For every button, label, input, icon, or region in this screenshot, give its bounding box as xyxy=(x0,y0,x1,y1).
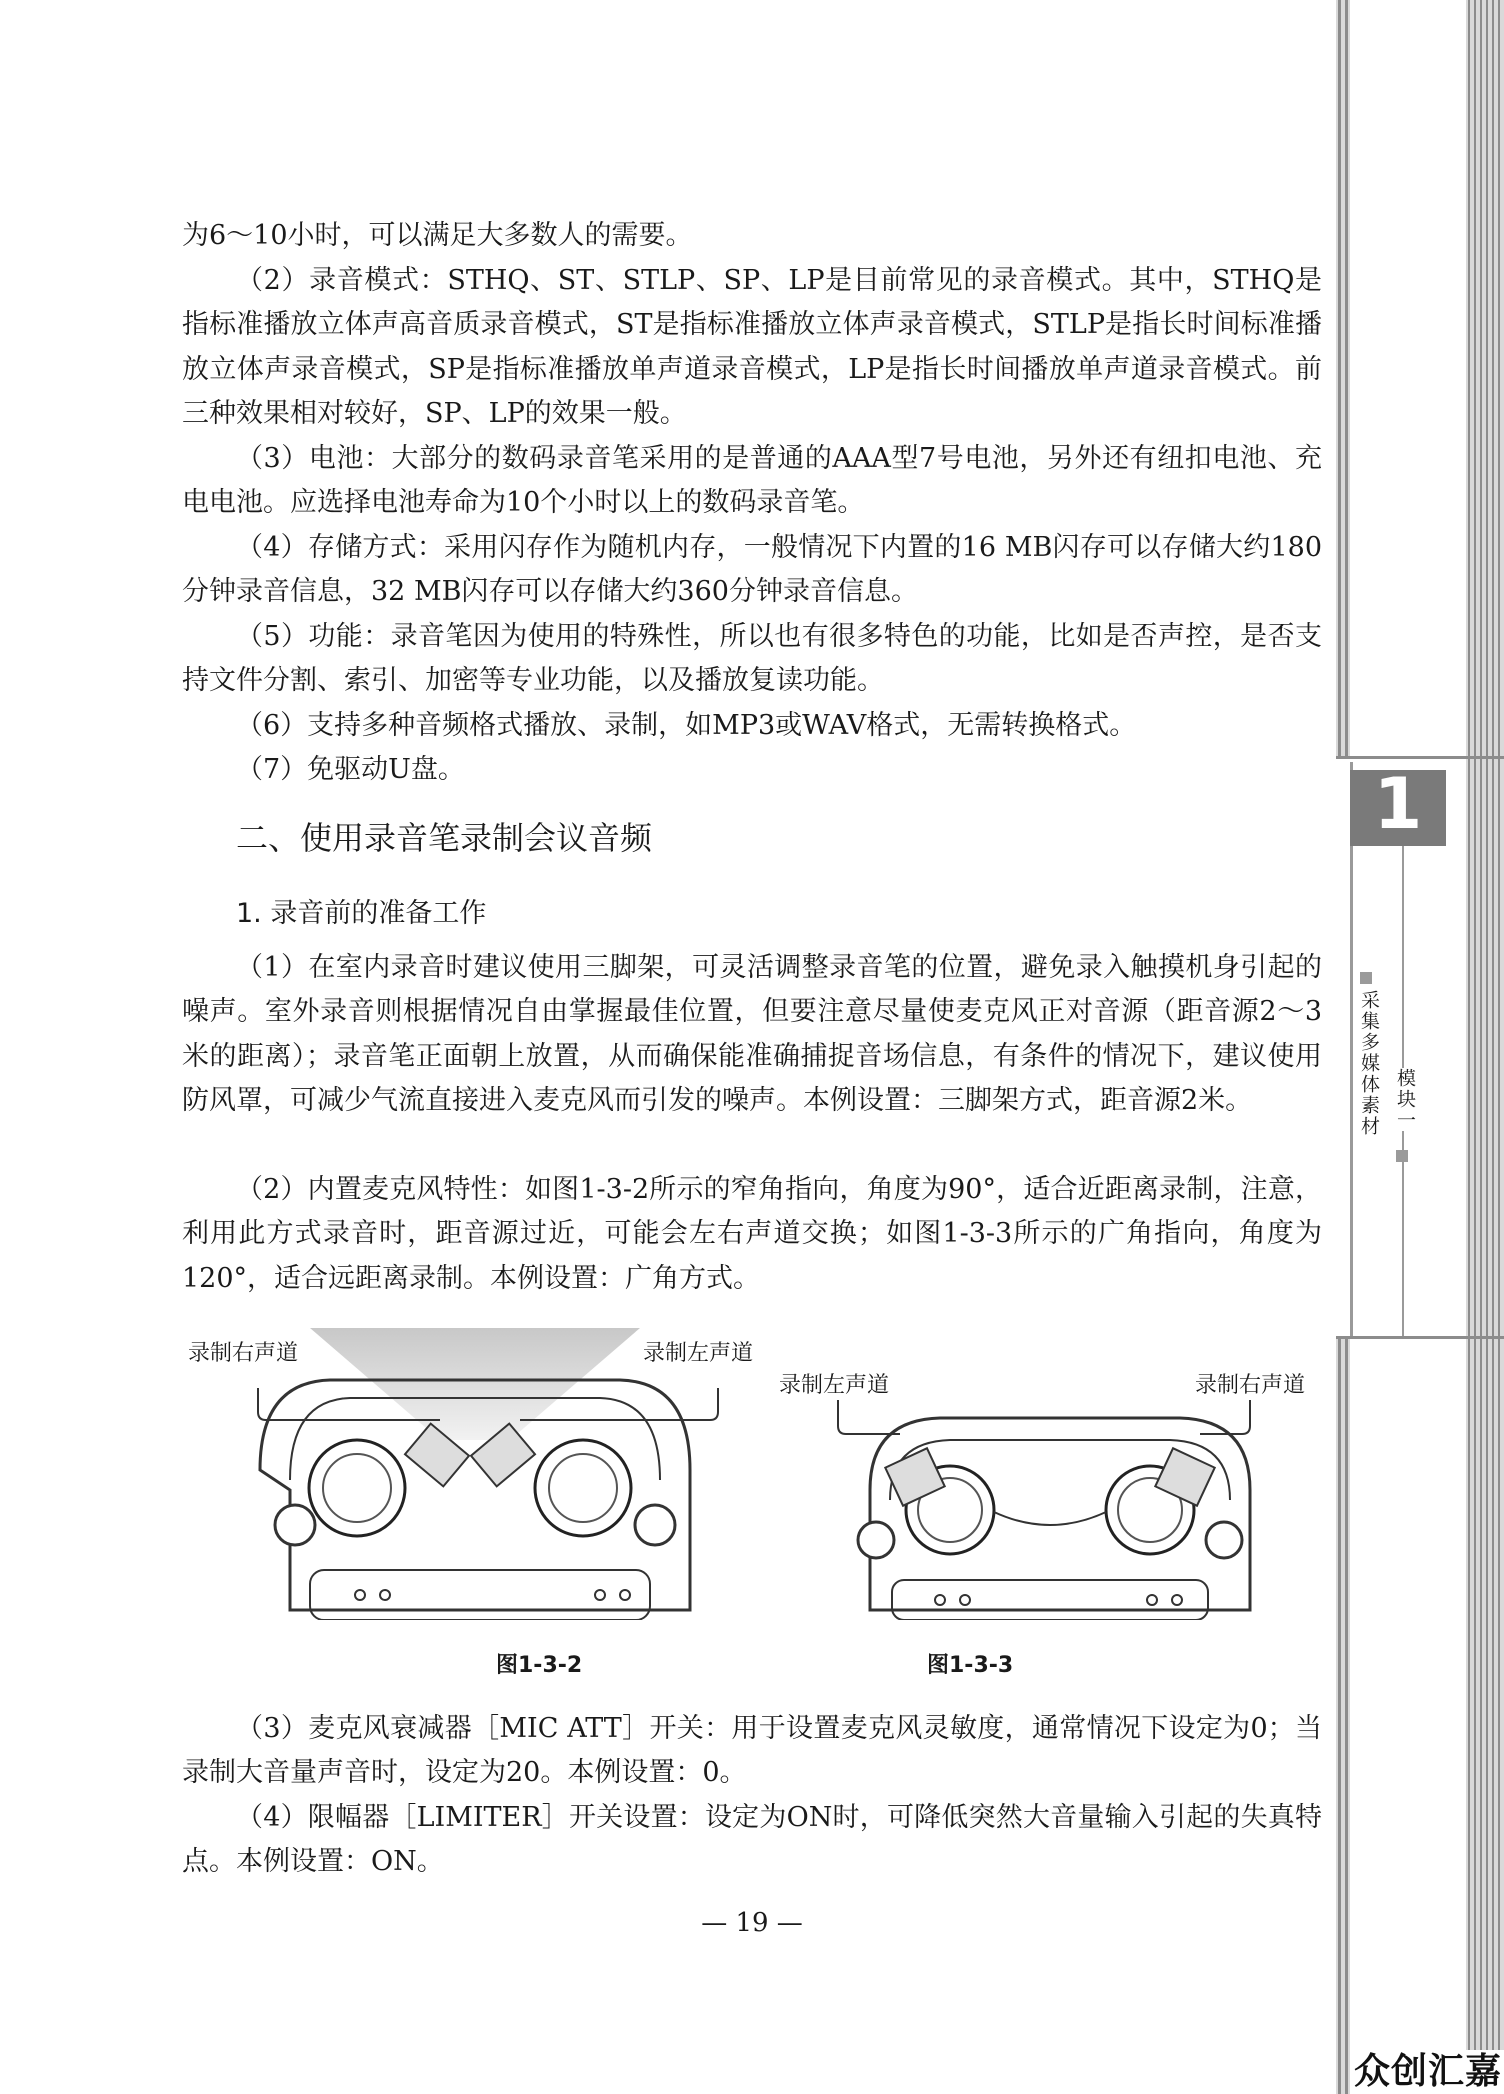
paragraph: 为6～10小时，可以满足大多数人的需要。 xyxy=(182,220,693,251)
label-record-right-channel: 录制右声道 xyxy=(188,1341,299,1366)
figure-1-3-2 xyxy=(180,1320,780,1620)
figure-1-3-3 xyxy=(780,1360,1320,1620)
paragraph: （1）在室内录音时建议使用三脚架，可灵活调整录音笔的位置，避免录入触摸机身引起的噪声。室外录音则根据情况自由掌握最佳位置，但要注意尽量使麦克风正对音源（距音源2～3米的距离）；录音笔正面朝上放置，从而确保能准确捕捉音场信息，有条件的情况下，建议使用防风罩，可减少气流直接进入麦克风而引发的噪声。本例设置：三脚架方式，距音源2米。 xyxy=(182,952,1322,1117)
chapter-sidebar xyxy=(1336,0,1504,2094)
figure-caption: 图1-3-2 xyxy=(496,1653,583,1678)
marker-square xyxy=(1360,972,1372,984)
figure-caption: 图1-3-3 xyxy=(927,1653,1014,1678)
paragraph: （2）录音模式：STHQ、ST、STLP、SP、LP是目前常见的录音模式。其中，STHQ是指标准播放立体声高音质录音模式，ST是指标准播放立体声录音模式，STLP是指长时间标准播放立体声录音模式，SP是指标准播放单声道录音模式，LP是指长时间播放单声道录音模式。前三种效果相对较好，SP、LP的效果一般。 xyxy=(182,265,1322,430)
paragraph: （6）支持多种音频格式播放、录制，如MP3或WAV格式，无需转换格式。 xyxy=(236,710,1137,741)
label-record-right-channel: 录制右声道 xyxy=(1195,1373,1306,1398)
module-title: 采集多媒体素材 xyxy=(1356,990,1383,1137)
paragraph: （4）限幅器［LIMITER］开关设置：设定为ON时，可降低突然大音量输入引起的失真特点。本例设置：ON。 xyxy=(182,1802,1322,1878)
subsection-heading: 1. 录音前的准备工作 xyxy=(236,898,487,929)
paragraph: （5）功能：录音笔因为使用的特殊性，所以也有很多特色的功能，比如是否声控，是否支持文件分割、索引、加密等专业功能，以及播放复读功能。 xyxy=(182,621,1322,697)
section-heading: 二、使用录音笔录制会议音频 xyxy=(236,819,653,857)
marker-square xyxy=(1396,1150,1408,1162)
paragraph: （7）免驱动U盘。 xyxy=(236,754,465,785)
label-record-left-channel: 录制左声道 xyxy=(643,1341,754,1366)
paragraph: （3）麦克风衰减器［MIC ATT］开关：用于设置麦克风灵敏度，通常情况下设定为0；当录制大音量声音时，设定为20。本例设置：0。 xyxy=(182,1713,1322,1789)
paragraph: （4）存储方式：采用闪存作为随机内存，一般情况下内置的16 MB闪存可以存储大约180分钟录音信息，32 MB闪存可以存储大约360分钟录音信息。 xyxy=(182,532,1322,608)
paragraph: （2）内置麦克风特性：如图1-3-2所示的窄角指向，角度为90°，适合近距离录制，注意，利用此方式录音时，距音源过近，可能会左右声道交换；如图1-3-3所示的广角指向，角度为120°，适合远距离录制。本例设置：广角方式。 xyxy=(182,1174,1322,1294)
page-number: — 19 — xyxy=(701,1908,803,1938)
module-label: 模块一 xyxy=(1392,1068,1419,1131)
chapter-number: 1 xyxy=(1373,763,1423,845)
label-record-left-channel: 录制左声道 xyxy=(779,1373,890,1398)
watermark-logo: 众创汇嘉 xyxy=(1353,2051,1502,2092)
recorder-wide-angle-illustration xyxy=(780,1360,1320,1620)
paragraph: （3）电池：大部分的数码录音笔采用的是普通的AAA型7号电池，另外还有纽扣电池、充电电池。应选择电池寿命为10个小时以上的数码录音笔。 xyxy=(182,443,1322,519)
